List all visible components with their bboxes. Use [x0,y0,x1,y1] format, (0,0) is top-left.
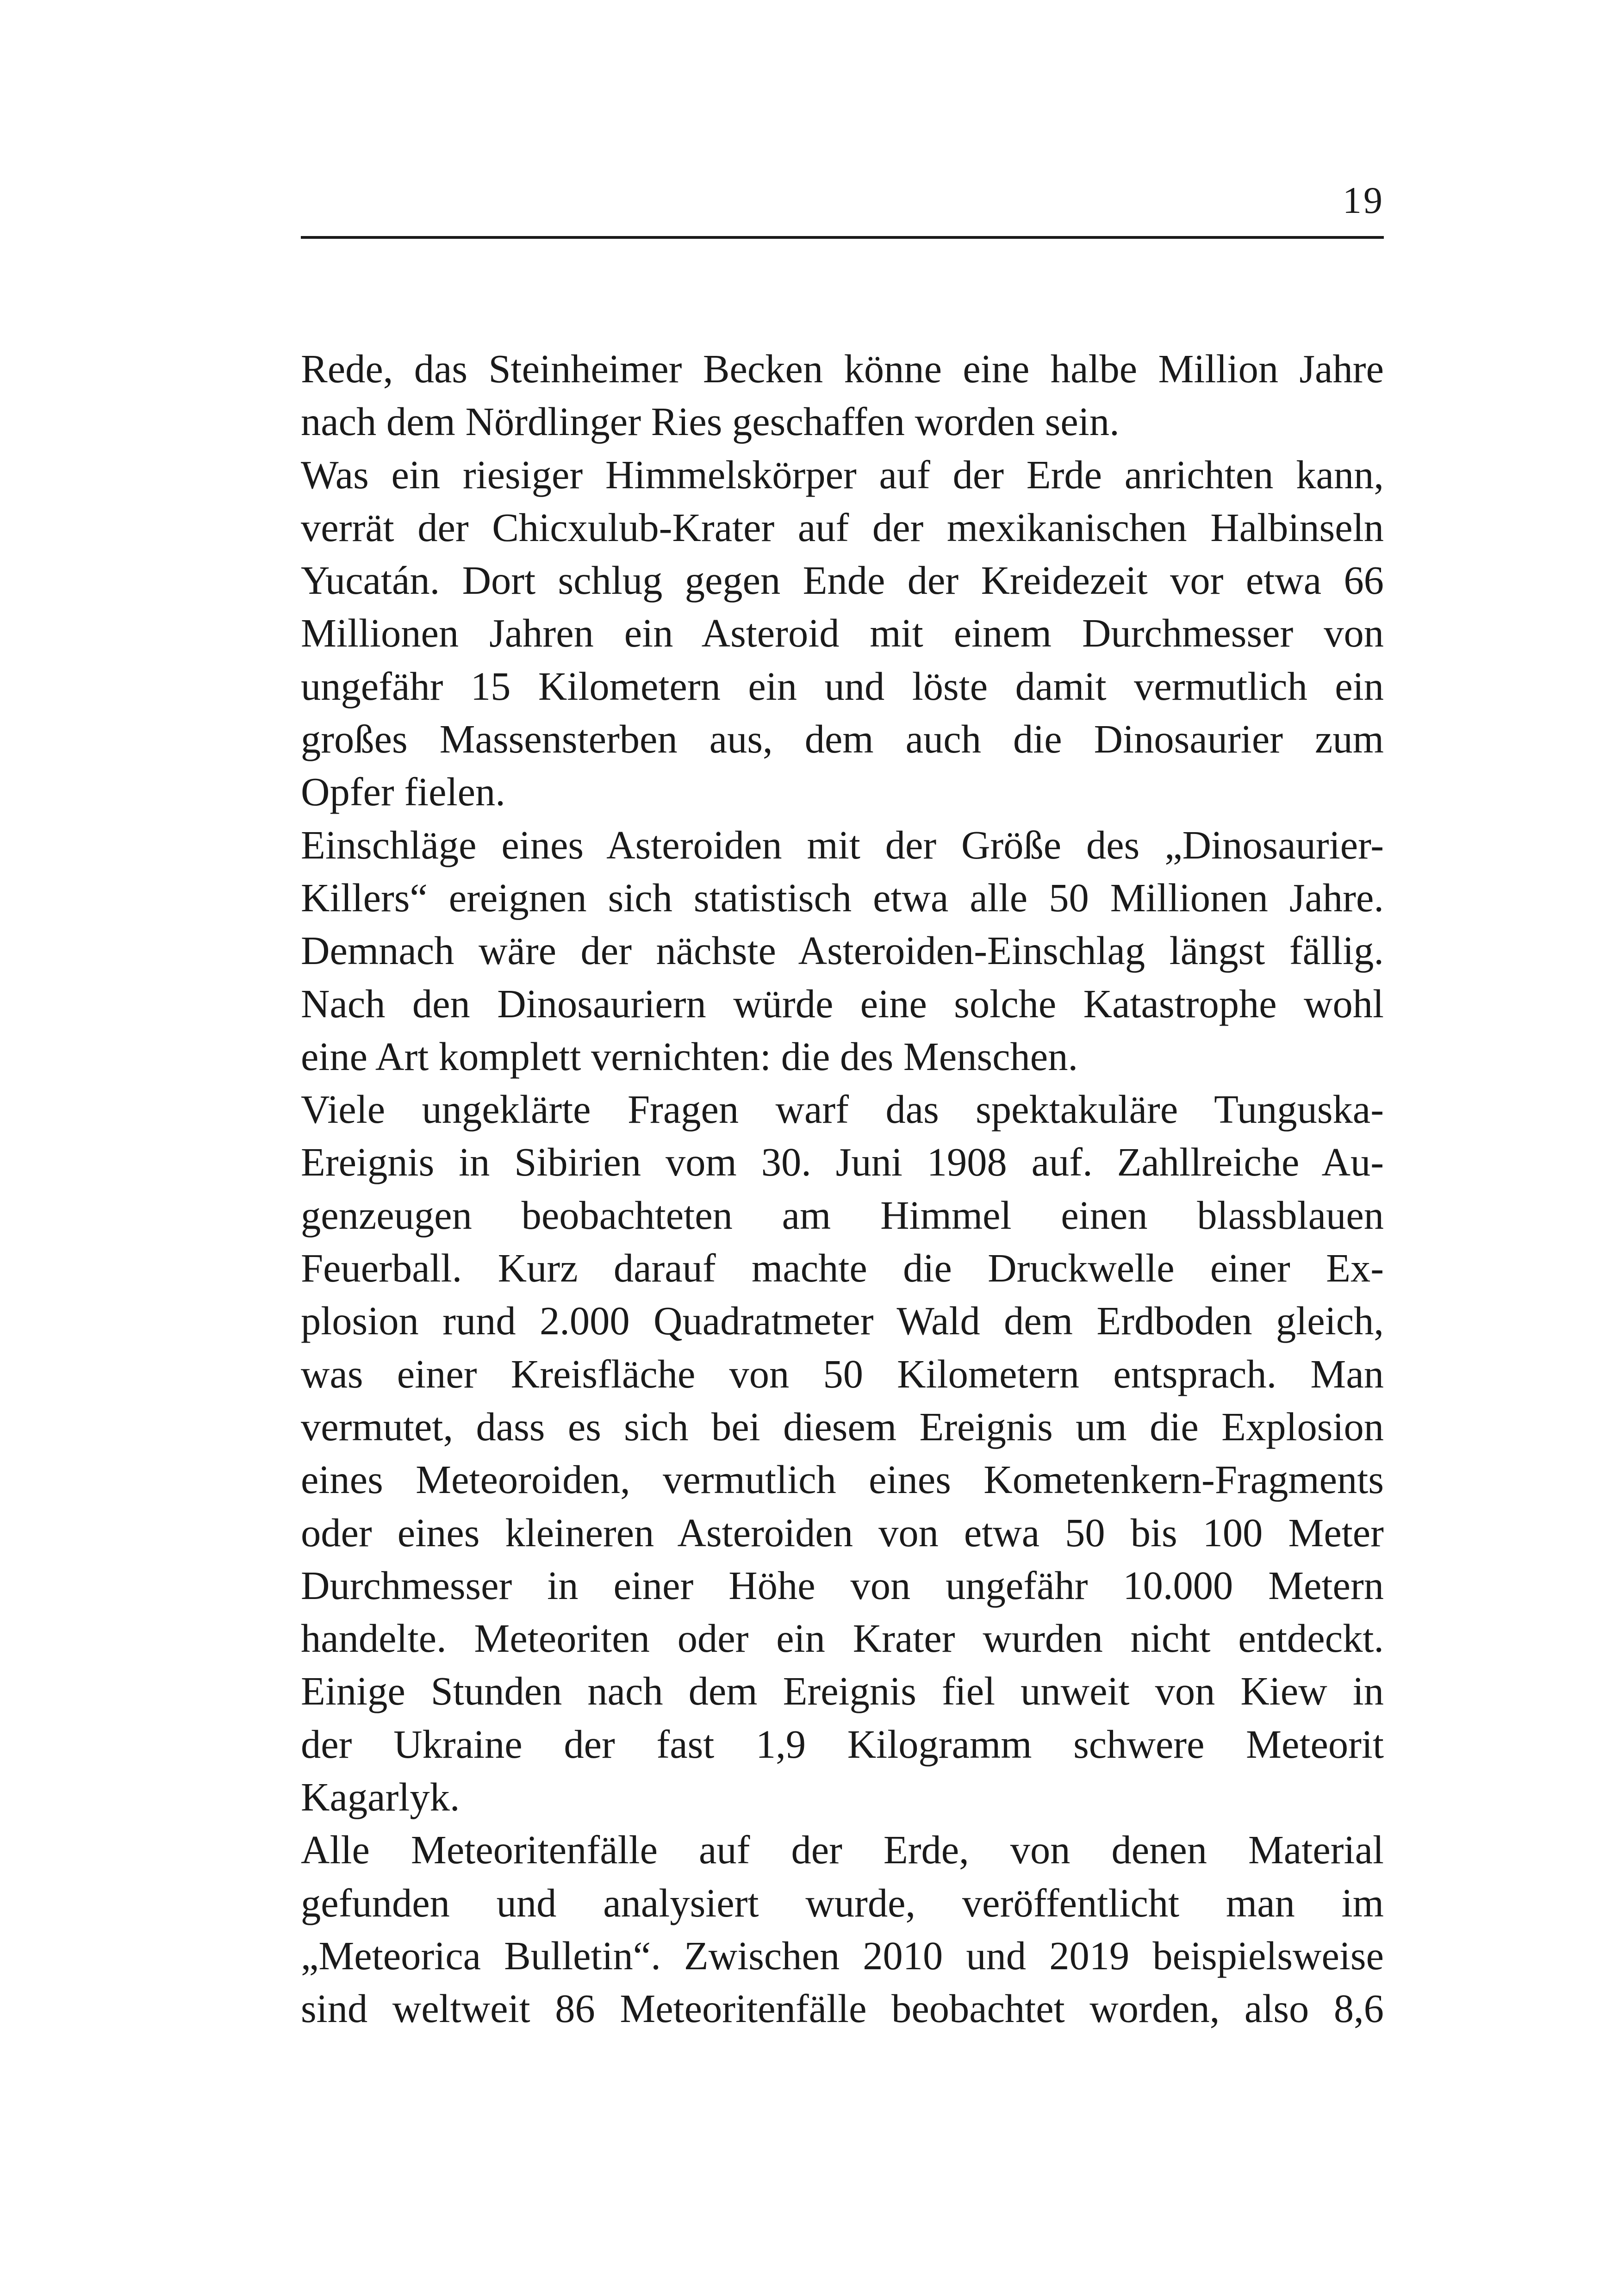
text-line: Einige Stunden nach dem Ereignis fiel unweit von Kiew in [301,1669,1384,1714]
text-line: sind weltweit 86 Meteoritenfälle beobachtet worden, also 8,6 [301,1986,1384,2031]
text-line: Feuerball. Kurz darauf machte die Druckwelle einer Ex- [301,1246,1384,1291]
text-line: Kagarlyk. [301,1775,460,1820]
text-line: Rede, das Steinheimer Becken könne eine halbe Million Jahre [301,347,1384,391]
text-line: eine Art komplett vernichten: die des Menschen. [301,1034,1078,1079]
text-line: plosion rund 2.000 Quadratmeter Wald dem Erdboden gleich, [301,1299,1384,1344]
text-line: Killers“ ereignen sich statistisch etwa alle 50 Millionen Jahre. [301,875,1384,920]
text-line: nach dem Nördlinger Ries geschaffen worden sein. [301,399,1120,444]
text-line: Was ein riesiger Himmelskörper auf der Erde anrichten kann, [301,452,1384,497]
text-line: großes Massensterben aus, dem auch die Dinosaurier zum [301,717,1384,762]
text-line: was einer Kreisfläche von 50 Kilometern entsprach. Man [301,1351,1384,1396]
text-line: eines Meteoroiden, vermutlich eines Kometenkern-Fragments [301,1457,1384,1502]
text-line: Durchmesser in einer Höhe von ungefähr 10.000 Metern [301,1563,1384,1608]
text-line: Opfer fielen. [301,770,505,815]
text-line: ungefähr 15 Kilometern ein und löste damit vermutlich ein [301,664,1384,709]
text-line: Yucatán. Dort schlug gegen Ende der Kreidezeit vor etwa 66 [301,558,1384,603]
text-line: gefunden und analysiert wurde, veröffentlicht man im [301,1880,1384,1925]
text-line: oder eines kleineren Asteroiden von etwa 50 bis 100 Meter [301,1510,1384,1555]
text-line: Millionen Jahren ein Asteroid mit einem Durchmesser von [301,611,1384,656]
text-line: Demnach wäre der nächste Asteroiden-Einschlag längst fällig. [301,928,1384,973]
page-number: 19 [1343,179,1384,221]
text-line: Alle Meteoritenfälle auf der Erde, von denen Material [301,1828,1384,1873]
text-line: Einschläge eines Asteroiden mit der Größe des „Dinosaurier- [301,822,1384,867]
text-line: genzeugen beobachteten am Himmel einen blassblauen [301,1193,1384,1238]
text-line: handelte. Meteoriten oder ein Krater wurden nicht entdeckt. [301,1616,1384,1661]
text-line: der Ukraine der fast 1,9 Kilogramm schwere Meteorit [301,1722,1384,1767]
text-line: verrät der Chicxulub-Krater auf der mexikanischen Halbinseln [301,505,1384,550]
header-rule [301,236,1384,239]
body-text [301,342,1384,2035]
text-line: Ereignis in Sibirien vom 30. Juni 1908 auf. Zahllreiche Au- [301,1140,1384,1185]
text-line: „Meteorica Bulletin“. Zwischen 2010 und 2019 beispielsweise [301,1933,1384,1978]
text-line: vermutet, dass es sich bei diesem Ereignis um die Explosion [301,1404,1384,1449]
text-line: Viele ungeklärte Fragen warf das spektakuläre Tunguska- [301,1087,1384,1132]
text-line: Nach den Dinosauriern würde eine solche Katastrophe wohl [301,981,1384,1026]
